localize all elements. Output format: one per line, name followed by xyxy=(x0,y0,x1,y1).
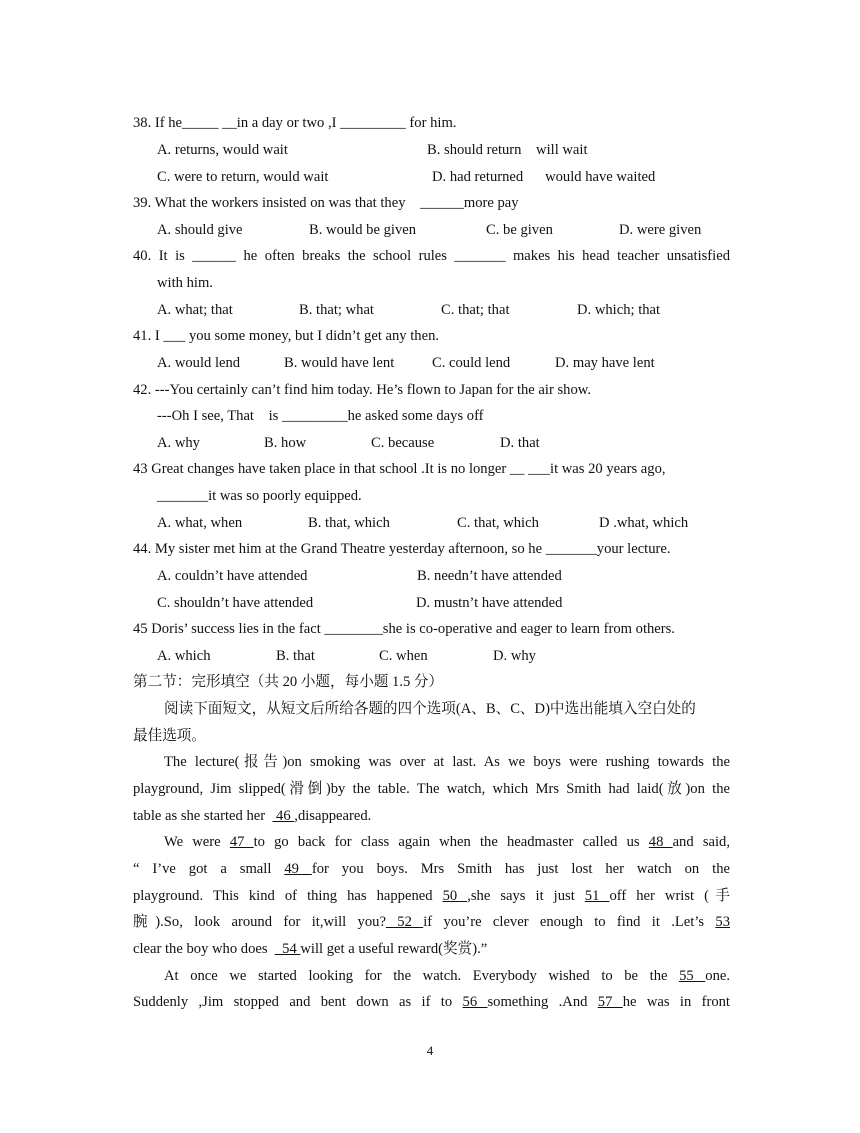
question-41-stem: 41. I ___ you some money, but I didn’t get any then. xyxy=(133,328,440,344)
passage-line: The lecture(报告)on smoking was over at last. As we boys were rushing towards the xyxy=(164,754,730,770)
question-45-stem: 45 Doris’ success lies in the fact ________she is co-operative and eager to learn from others. xyxy=(133,621,675,637)
passage-text: clear the boy who does xyxy=(133,941,275,957)
question-43-option-d: D .what, which xyxy=(599,515,689,531)
question-45-option-d: D. why xyxy=(493,648,536,664)
question-38-option-b: B. should return will wait xyxy=(427,142,588,158)
question-42-stem-line2: ---Oh I see, That is _________he asked some days off xyxy=(157,408,484,424)
question-43-stem-line2: _______it was so poorly equipped. xyxy=(157,488,362,504)
question-44-option-a: A. couldn’t have attended xyxy=(157,568,308,584)
passage-text: table as she started her xyxy=(133,808,273,824)
passage-line xyxy=(164,966,730,986)
passage-text: to go back for class again when the headmaster called us xyxy=(253,834,649,850)
question-42-option-c: C. because xyxy=(371,435,435,451)
question-38-stem: 38. If he_____ __in a day or two ,I _________ for him. xyxy=(133,115,457,131)
blank-48: 48 xyxy=(648,834,673,850)
question-38-option-d: D. had returned would have waited xyxy=(432,169,656,185)
blank-56: 56 xyxy=(462,994,488,1010)
question-42-option-a: A. why xyxy=(157,435,200,451)
passage-text: one. xyxy=(705,968,730,984)
passage-text: something .And xyxy=(487,994,598,1010)
passage-text: “ I’ve got a small xyxy=(133,861,285,877)
question-43-option-b: B. that, which xyxy=(308,515,390,531)
section-heading: 第二节：完形填空（共 20 小题，每小题 1.5 分） xyxy=(133,674,444,690)
question-41-option-b: B. would have lent xyxy=(284,355,395,371)
question-42-option-d: D. that xyxy=(500,435,540,451)
passage-line xyxy=(133,992,730,1012)
passage-line xyxy=(133,859,730,879)
question-44-option-b: B. needn’t have attended xyxy=(417,568,562,584)
question-39-stem: 39. What the workers insisted on was that they ______more pay xyxy=(133,195,519,211)
question-43-option-a: A. what, when xyxy=(157,515,243,531)
question-40-stem-line1: 40. It is ______ he often breaks the school rules _______ makes his head teacher unsatisfied xyxy=(133,248,730,264)
blank-50: 50 xyxy=(442,888,468,904)
question-40-option-a: A. what; that xyxy=(157,302,233,318)
question-41-option-c: C. could lend xyxy=(432,355,511,371)
passage-line xyxy=(133,939,487,959)
passage-line xyxy=(164,832,730,852)
blank-49: 49 xyxy=(284,861,312,877)
question-44-option-d: D. mustn’t have attended xyxy=(416,595,563,611)
section-instruction-line2: 最佳选项。 xyxy=(133,728,206,744)
passage-text: We were xyxy=(164,834,230,850)
blank-51: 51 xyxy=(584,888,610,904)
question-41-option-a: A. would lend xyxy=(157,355,241,371)
question-42-option-b: B. how xyxy=(264,435,307,451)
section-instruction-line1: 阅读下面短文，从短文后所给各题的四个选项(A、B、C、D)中选出能填入空白处的 xyxy=(164,701,696,717)
blank-53: 53 xyxy=(715,914,730,930)
question-39-option-c: C. be given xyxy=(486,222,553,238)
passage-text: off her wrist (手 xyxy=(609,888,730,904)
passage-line xyxy=(133,886,730,906)
question-39-option-a: A. should give xyxy=(157,222,243,238)
passage-text: and said, xyxy=(672,834,730,850)
question-44-option-c: C. shouldn’t have attended xyxy=(157,595,314,611)
question-40-option-d: D. which; that xyxy=(577,302,661,318)
blank-54: 54 xyxy=(274,941,301,957)
question-45-option-c: C. when xyxy=(379,648,428,664)
question-39-option-d: D. were given xyxy=(619,222,702,238)
question-41-option-d: D. may have lent xyxy=(555,355,655,371)
passage-text: he was in front xyxy=(622,994,730,1010)
question-40-option-b: B. that; what xyxy=(299,302,374,318)
blank-57: 57 xyxy=(597,994,623,1010)
passage-text: for you boys. Mrs Smith has just lost her watch on the xyxy=(311,861,730,877)
question-43-stem-line1: 43 Great changes have taken place in that school .It is no longer __ ___it was 20 years ago, xyxy=(133,461,666,477)
passage-text: At once we started looking for the watch. Everybody wished to be the xyxy=(164,968,680,984)
passage-line xyxy=(133,806,371,826)
passage-text: ,she says it just xyxy=(467,888,585,904)
blank-47: 47 xyxy=(229,834,254,850)
question-45-option-b: B. that xyxy=(276,648,315,664)
passage-text: 腕).So, look around for it,will you? xyxy=(133,914,386,930)
passage-text: playground. This kind of thing has happened xyxy=(133,888,443,904)
question-39-option-b: B. would be given xyxy=(309,222,417,238)
passage-text: will get a useful reward(奖赏).” xyxy=(300,941,488,957)
page-number: 4 xyxy=(426,1043,434,1058)
blank-46: 46 xyxy=(272,808,295,824)
question-40-stem-line2: with him. xyxy=(157,275,213,291)
passage-line: playground, Jim slipped(滑倒)by the table. The watch, which Mrs Smith had laid(放)on the xyxy=(133,781,730,797)
question-42-stem-line1: 42. ---You certainly can’t find him today. He’s flown to Japan for the air show. xyxy=(133,382,591,398)
passage-line xyxy=(133,912,730,932)
question-43-option-c: C. that, which xyxy=(457,515,539,531)
passage-text: if you’re clever enough to find it .Let’s xyxy=(423,914,716,930)
question-44-stem: 44. My sister met him at the Grand Theatre yesterday afternoon, so he _______your lecture. xyxy=(133,541,671,557)
question-45-option-a: A. which xyxy=(157,648,211,664)
passage-text: ,disappeared. xyxy=(294,808,372,824)
blank-55: 55 xyxy=(679,968,706,984)
question-38-option-a: A. returns, would wait xyxy=(157,142,288,158)
blank-52: 52 xyxy=(385,914,424,930)
passage-text: Suddenly ,Jim stopped and bent down as if to xyxy=(133,994,463,1010)
question-38-option-c: C. were to return, would wait xyxy=(157,169,329,185)
question-40-option-c: C. that; that xyxy=(441,302,510,318)
